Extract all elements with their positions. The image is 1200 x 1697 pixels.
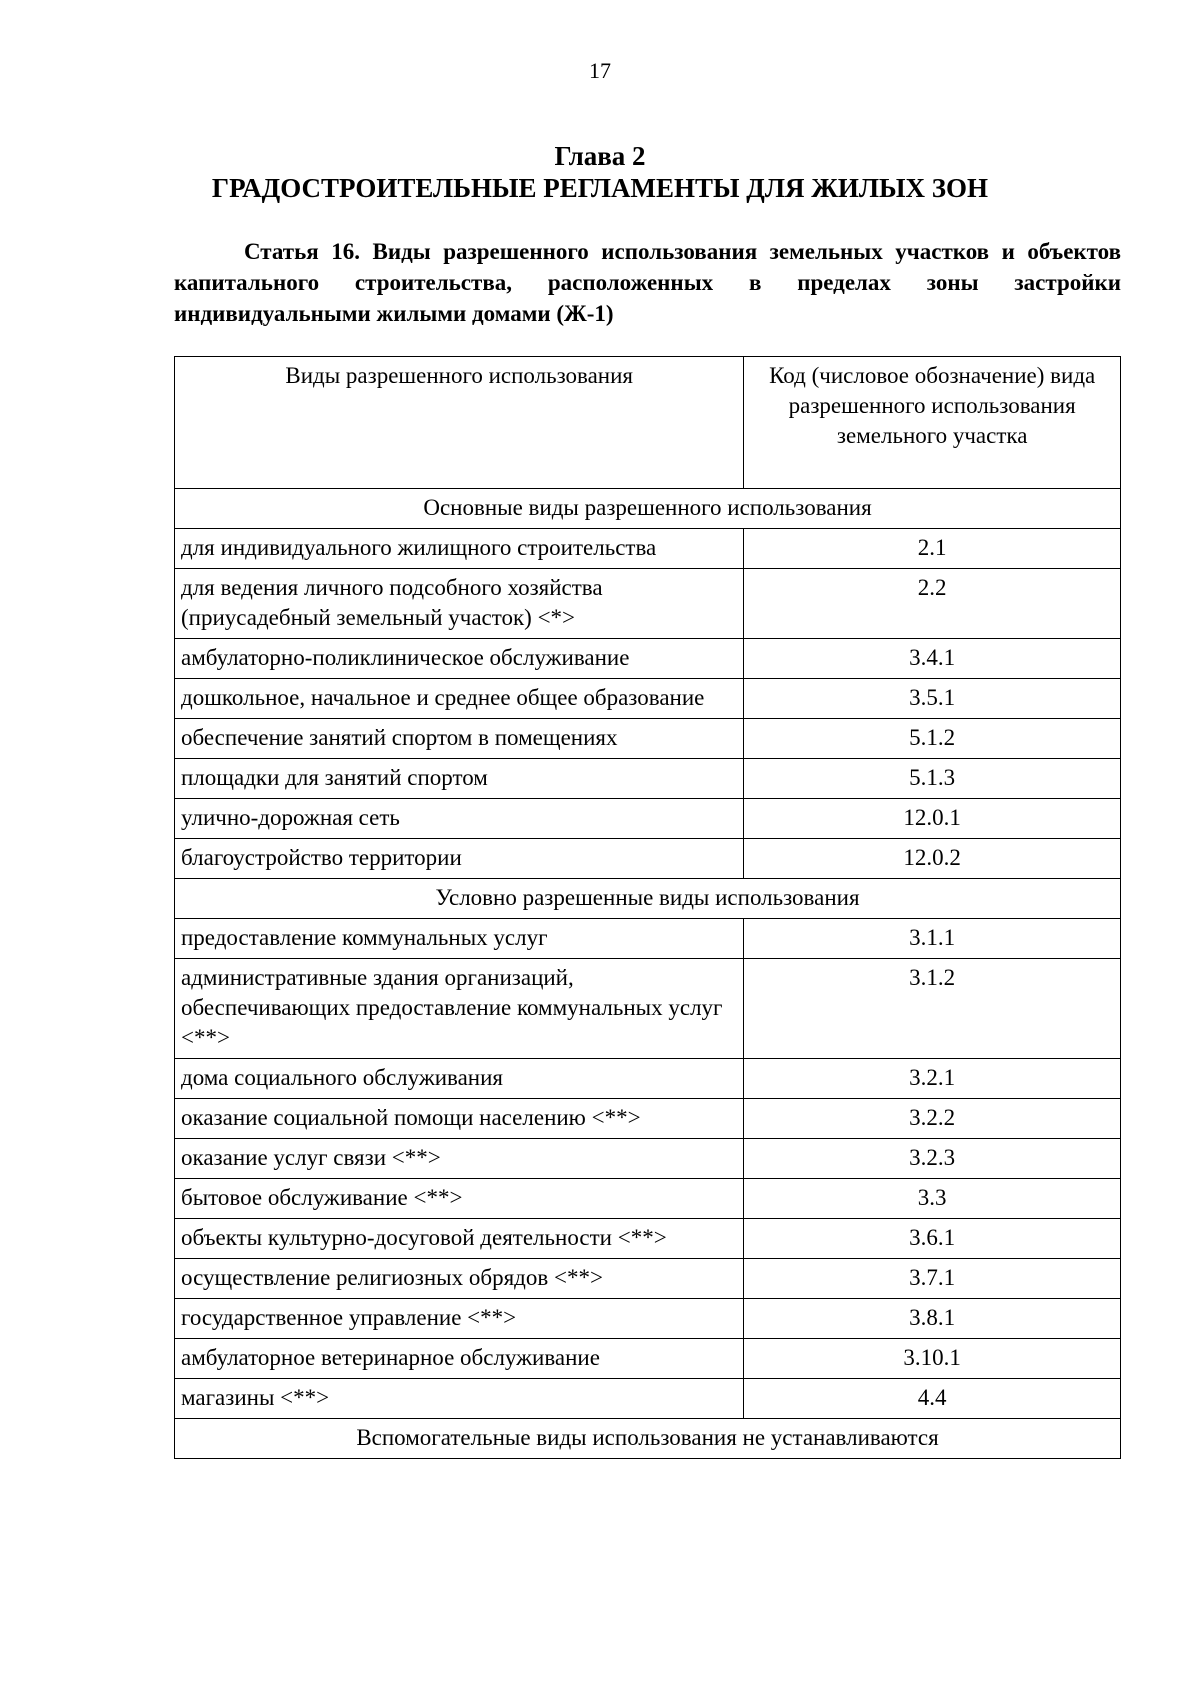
usage-type-name: обеспечение занятий спортом в помещениях xyxy=(175,719,744,759)
table-row xyxy=(175,679,1121,719)
usage-type-name: бытовое обслуживание <**> xyxy=(175,1179,744,1219)
usage-type-code: 3.1.2 xyxy=(744,959,1121,1059)
section-title: Основные виды разрешенного использования xyxy=(175,489,1121,529)
table-row xyxy=(175,839,1121,879)
usage-type-name: дошкольное, начальное и среднее общее образование xyxy=(175,679,744,719)
usage-type-code: 12.0.1 xyxy=(744,799,1121,839)
page-number: 17 xyxy=(589,58,611,83)
table-row xyxy=(175,1179,1121,1219)
table-row xyxy=(175,529,1121,569)
usage-type-code: 5.1.2 xyxy=(744,719,1121,759)
table-row xyxy=(175,1259,1121,1299)
regulations-table xyxy=(174,356,1121,1459)
usage-type-code: 3.2.1 xyxy=(744,1059,1121,1099)
usage-type-name: оказание услуг связи <**> xyxy=(175,1139,744,1179)
usage-type-code: 12.0.2 xyxy=(744,839,1121,879)
table-row xyxy=(175,1059,1121,1099)
usage-type-name: дома социального обслуживания xyxy=(175,1059,744,1099)
usage-type-code: 2.1 xyxy=(744,529,1121,569)
usage-type-name: для ведения личного подсобного хозяйства (приусадебный земельный участок) <*> xyxy=(175,569,744,639)
table-row xyxy=(175,1379,1121,1419)
usage-type-name: магазины <**> xyxy=(175,1379,744,1419)
section-title: Условно разрешенные виды использования xyxy=(175,879,1121,919)
table-row xyxy=(175,719,1121,759)
usage-type-code: 3.7.1 xyxy=(744,1259,1121,1299)
usage-type-name: осуществление религиозных обрядов <**> xyxy=(175,1259,744,1299)
section-title: Вспомогательные виды использования не устанавливаются xyxy=(175,1419,1121,1459)
usage-type-code: 3.6.1 xyxy=(744,1219,1121,1259)
table-row xyxy=(175,1299,1121,1339)
table-row xyxy=(175,919,1121,959)
chapter-label: Глава 2 xyxy=(554,141,646,171)
usage-type-name: амбулаторно-поликлиническое обслуживание xyxy=(175,639,744,679)
section-row xyxy=(175,489,1121,529)
usage-type-code: 3.2.2 xyxy=(744,1099,1121,1139)
usage-type-name: амбулаторное ветеринарное обслуживание xyxy=(175,1339,744,1379)
table-row xyxy=(175,959,1121,1059)
usage-type-name: государственное управление <**> xyxy=(175,1299,744,1339)
usage-type-code: 2.2 xyxy=(744,569,1121,639)
table-row xyxy=(175,1339,1121,1379)
usage-type-code: 3.3 xyxy=(744,1179,1121,1219)
table-row xyxy=(175,759,1121,799)
usage-type-code: 3.5.1 xyxy=(744,679,1121,719)
table-header-row xyxy=(175,357,1121,489)
table-row xyxy=(175,569,1121,639)
usage-type-code: 3.4.1 xyxy=(744,639,1121,679)
article-heading: Статья 16. Виды разрешенного использования земельных участков и объектов капитального строительства, расположенных в пределах зоны застройки индивидуальными жилыми домами (Ж-1) xyxy=(174,239,1121,326)
usage-type-code: 3.10.1 xyxy=(744,1339,1121,1379)
usage-type-code: 3.2.3 xyxy=(744,1139,1121,1179)
table-row xyxy=(175,1099,1121,1139)
usage-type-code: 3.1.1 xyxy=(744,919,1121,959)
header-usage-code: Код (числовое обозначение) вида разрешенного использования земельного участка xyxy=(744,357,1121,489)
table-row xyxy=(175,1219,1121,1259)
table-body xyxy=(175,489,1121,1459)
table-row xyxy=(175,639,1121,679)
usage-type-code: 5.1.3 xyxy=(744,759,1121,799)
usage-type-name: площадки для занятий спортом xyxy=(175,759,744,799)
section-row xyxy=(175,879,1121,919)
usage-type-code: 3.8.1 xyxy=(744,1299,1121,1339)
header-usage-types: Виды разрешенного использования xyxy=(175,357,744,489)
usage-type-code: 4.4 xyxy=(744,1379,1121,1419)
usage-type-name: улично-дорожная сеть xyxy=(175,799,744,839)
usage-type-name: для индивидуального жилищного строительства xyxy=(175,529,744,569)
table-row xyxy=(175,799,1121,839)
usage-type-name: административные здания организаций, обеспечивающих предоставление коммунальных услуг <**> xyxy=(175,959,744,1059)
usage-type-name: предоставление коммунальных услуг xyxy=(175,919,744,959)
usage-type-name: объекты культурно-досуговой деятельности <**> xyxy=(175,1219,744,1259)
chapter-title: ГРАДОСТРОИТЕЛЬНЫЕ РЕГЛАМЕНТЫ ДЛЯ ЖИЛЫХ ЗОН xyxy=(211,173,989,203)
table-row xyxy=(175,1139,1121,1179)
usage-type-name: благоустройство территории xyxy=(175,839,744,879)
section-row xyxy=(175,1419,1121,1459)
usage-type-name: оказание социальной помощи населению <**> xyxy=(175,1099,744,1139)
